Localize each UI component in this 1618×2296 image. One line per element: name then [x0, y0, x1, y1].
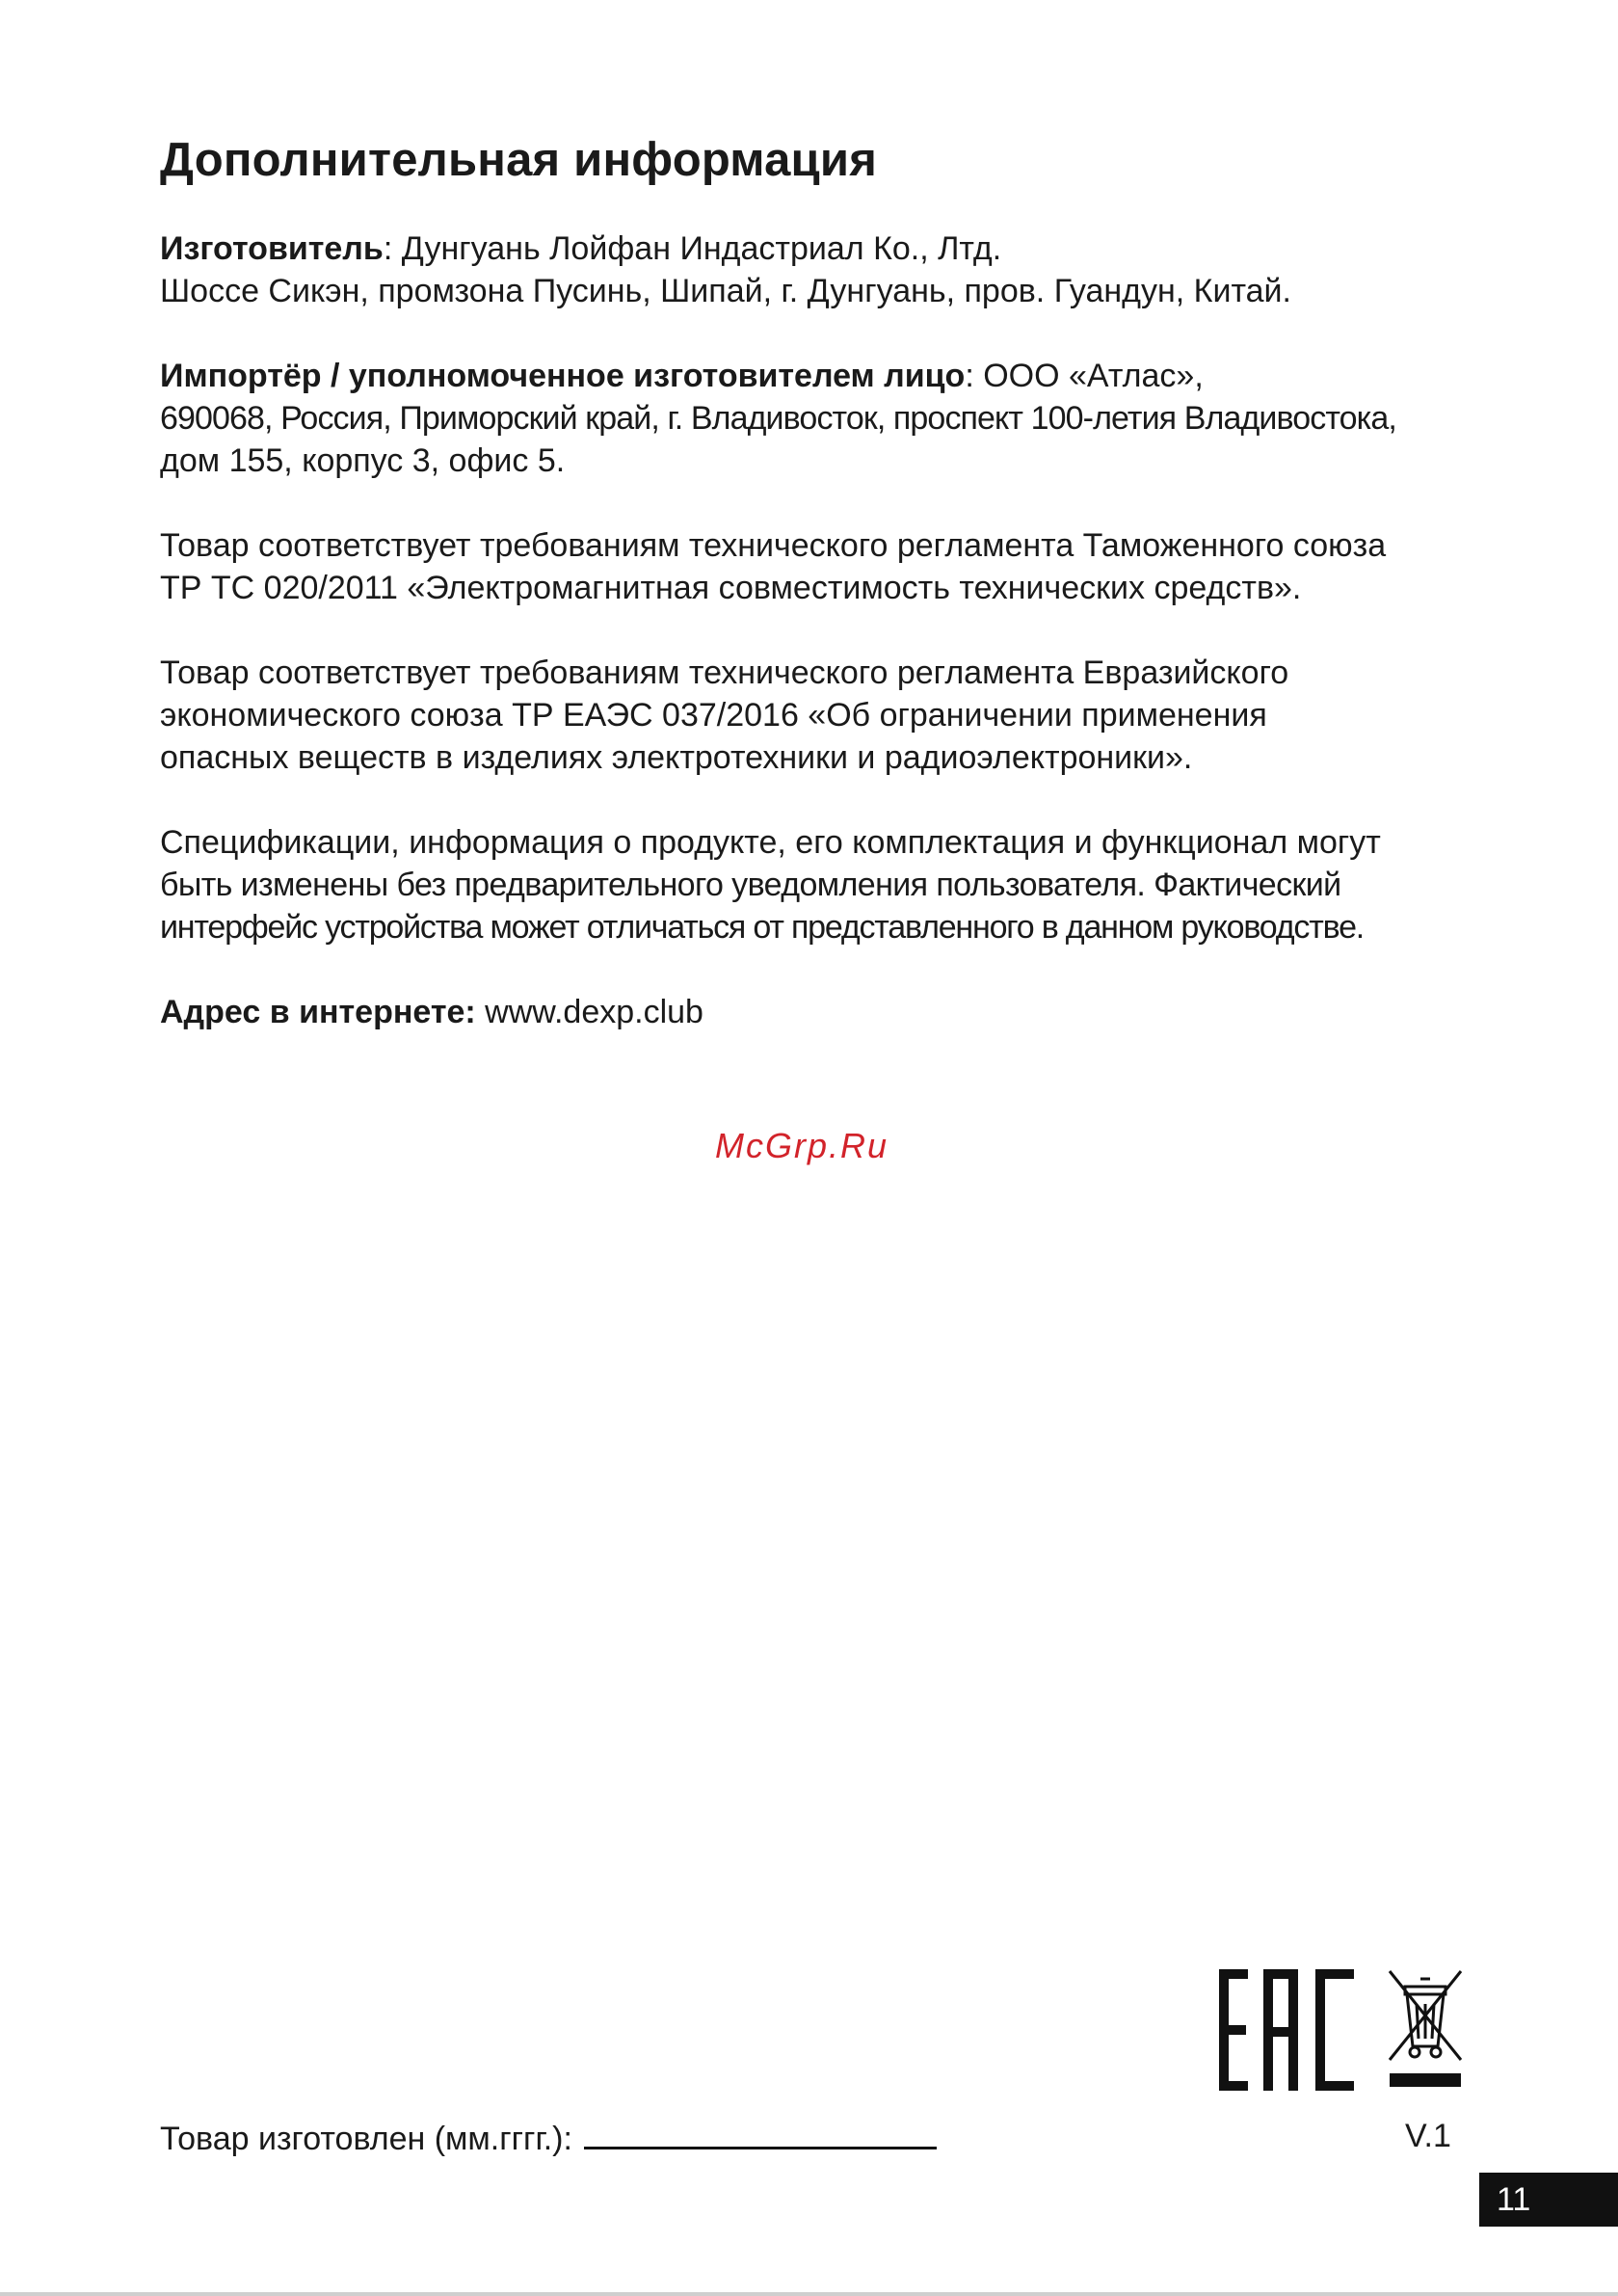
- manufacturer-line: [160, 227, 1490, 270]
- bottom-divider: [0, 2292, 1618, 2296]
- crossed-out-bin-icon: [1388, 1969, 1463, 2091]
- importer-address-line1: 690068, Россия, Приморский край, г. Владивосток, проспект 100-летия Владивостока,: [160, 400, 1396, 437]
- page-title: Дополнительная информация: [160, 134, 877, 186]
- importer-section: [160, 355, 1490, 482]
- disclaimer-line1: Спецификации, информация о продукте, его комплектация и функционал могут: [160, 824, 1381, 861]
- watermark: McGrp.Ru: [715, 1126, 889, 1165]
- disclaimer-line2: быть изменены без предварительного уведомления пользователя. Фактический: [160, 867, 1341, 903]
- compliance-ts-section: [160, 524, 1490, 609]
- importer-label: Импортёр / уполномоченное изготовителем лицо: [160, 358, 966, 394]
- website-url[interactable]: www.dexp.club: [485, 994, 703, 1030]
- importer-name: : ООО «Атлас»,: [965, 358, 1204, 394]
- disclaimer-line3: интерфейс устройства может отличаться от представленного в данном руководстве.: [160, 909, 1365, 946]
- disclaimer-section: [160, 821, 1490, 948]
- compliance-eaeu-line2: экономического союза ТР ЕАЭС 037/2016 «Об ограничении применения: [160, 697, 1267, 734]
- compliance-eaeu-section: [160, 652, 1490, 779]
- page-number: 11: [1479, 2173, 1618, 2227]
- manufactured-label: Товар изготовлен (мм.гггг.):: [160, 2121, 572, 2157]
- compliance-eaeu-line3: опасных веществ в изделиях электротехники и радиоэлектроники».: [160, 739, 1193, 776]
- manufacturer-label: Изготовитель: [160, 230, 384, 267]
- manufacturer-section: [160, 227, 1490, 312]
- manufactured-date-blank[interactable]: [584, 2118, 937, 2149]
- compliance-ts-line2: ТР ТС 020/2011 «Электромагнитная совместимость технических средств».: [160, 570, 1302, 606]
- manufacturer-address: Шоссе Сикэн, промзона Пусинь, Шипай, г. Дунгуань, пров. Гуандун, Китай.: [160, 273, 1291, 309]
- website-line: [160, 991, 1490, 1033]
- compliance-ts-line1: Товар соответствует требованиям технического регламента Таможенного союза: [160, 527, 1387, 564]
- manufactured-date-field: [160, 2118, 937, 2158]
- website-label: Адрес в интернете:: [160, 994, 476, 1030]
- importer-address-line2: дом 155, корпус 3, офис 5.: [160, 442, 566, 479]
- version-label: V.1: [1405, 2118, 1451, 2154]
- manufacturer-name: : Дунгуань Лойфан Индастриал Ко., Лтд.: [383, 230, 1002, 267]
- website-section: [160, 991, 1490, 1033]
- compliance-eaeu-line1: Товар соответствует требованиям технического регламента Евразийского: [160, 654, 1289, 691]
- eac-mark-icon: [1219, 1969, 1354, 2091]
- importer-line: [160, 355, 1490, 397]
